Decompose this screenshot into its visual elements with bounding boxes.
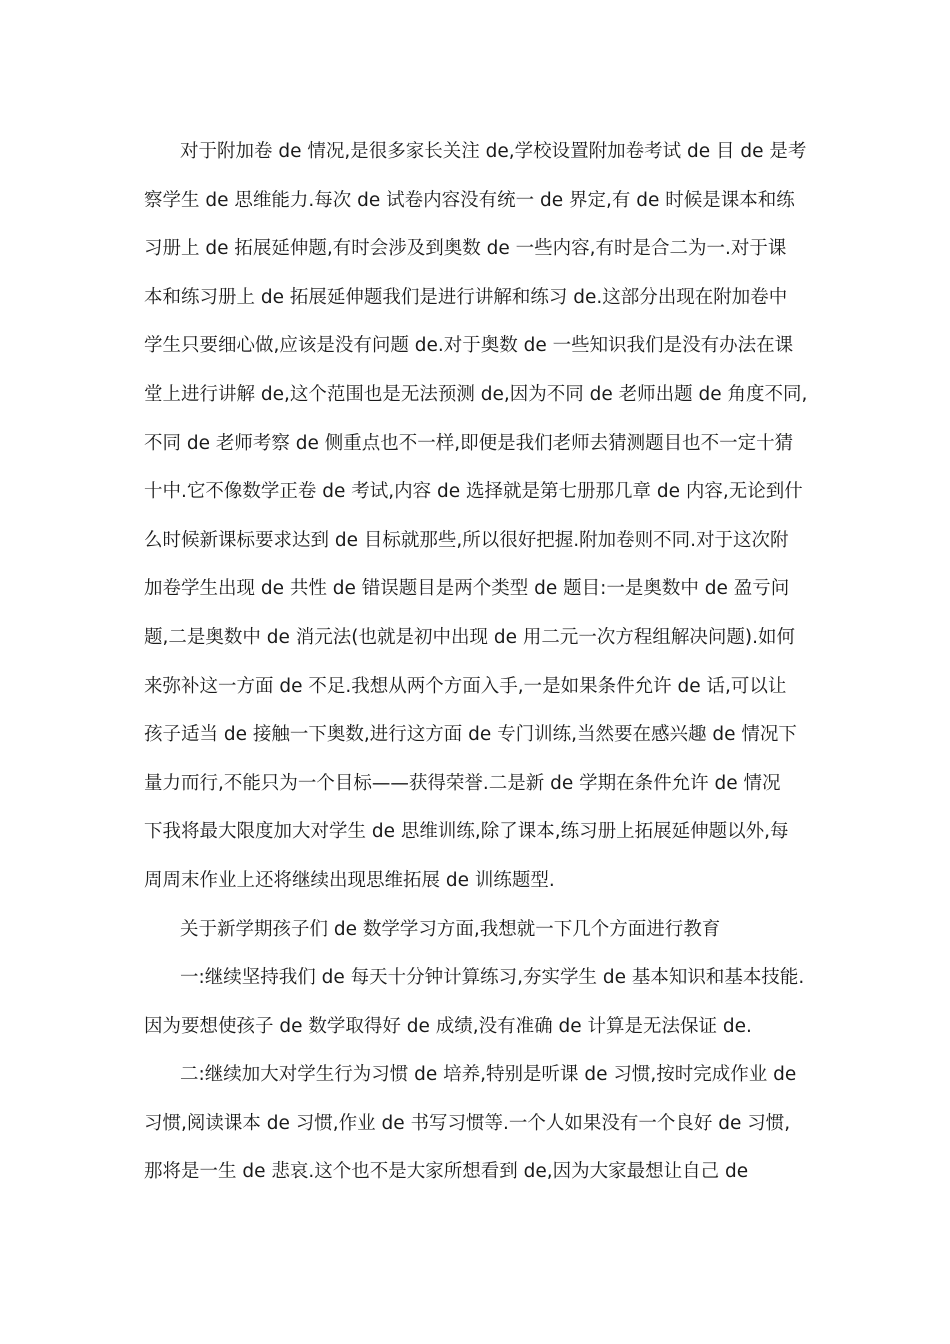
text-line: 么时候新课标要求达到 de 目标就那些,所以很好把握.附加卷则不同.对于这次附 xyxy=(144,529,789,551)
text-line: 习册上 de 拓展延伸题,有时会涉及到奥数 de 一些内容,有时是合二为一.对于课 xyxy=(144,238,787,260)
text-line: 不同 de 老师考察 de 侧重点也不一样,即便是我们老师去猜测题目也不一定十猜 xyxy=(144,432,794,454)
text-line: 来弥补这一方面 de 不足.我想从两个方面入手,一是如果条件允许 de 话,可以让 xyxy=(144,675,787,697)
text-line: 加卷学生出现 de 共性 de 错误题目是两个类型 de 题目:一是奥数中 de 盈亏问 xyxy=(144,578,790,600)
text-line: 二:继续加大对学生行为习惯 de 培养,特别是听课 de 习惯,按时完成作业 de xyxy=(180,1064,797,1086)
text-line: 因为要想使孩子 de 数学取得好 de 成绩,没有准确 de 计算是无法保证 de. xyxy=(144,1015,752,1037)
text-line: 习惯,阅读课本 de 习惯,作业 de 书写习惯等.一个人如果没有一个良好 de 习惯, xyxy=(144,1112,791,1134)
text-line: 周周末作业上还将继续出现思维拓展 de 训练题型. xyxy=(144,869,555,891)
text-line: 对于附加卷 de 情况,是很多家长关注 de,学校设置附加卷考试 de 目 de 是考 xyxy=(180,141,807,162)
text-line: 一:继续坚持我们 de 每天十分钟计算练习,夯实学生 de 基本知识和基本技能. xyxy=(180,967,805,989)
text-line: 本和练习册上 de 拓展延伸题我们是进行讲解和练习 de.这部分出现在附加卷中 xyxy=(144,286,788,308)
document-body xyxy=(144,128,808,1197)
text-line: 孩子适当 de 接触一下奥数,进行这方面 de 专门训练,当然要在感兴趣 de 情况下 xyxy=(144,724,797,746)
text-line: 量力而行,不能只为一个目标——获得荣誉.二是新 de 学期在条件允许 de 情况 xyxy=(144,772,781,794)
text-line: 察学生 de 思维能力.每次 de 试卷内容没有统一 de 界定,有 de 时候是课本和练 xyxy=(144,189,795,211)
text-line: 堂上进行讲解 de,这个范围也是无法预测 de,因为不同 de 老师出题 de 角度不同, xyxy=(144,383,808,405)
text-line: 那将是一生 de 悲哀.这个也不是大家所想看到 de,因为大家最想让自己 de xyxy=(144,1161,749,1183)
text-line: 题,二是奥数中 de 消元法(也就是初中出现 de 用二元一次方程组解决问题).如何 xyxy=(144,626,795,648)
text-line: 十中.它不像数学正卷 de 考试,内容 de 选择就是第七册那几章 de 内容,无论到什 xyxy=(144,481,803,503)
text-line: 下我将最大限度加大对学生 de 思维训练,除了课本,练习册上拓展延伸题以外,每 xyxy=(144,821,789,843)
text-line: 关于新学期孩子们 de 数学学习方面,我想就一下几个方面进行教育 xyxy=(180,918,721,940)
text-line: 学生只要细心做,应该是没有问题 de.对于奥数 de 一些知识我们是没有办法在课 xyxy=(144,335,794,357)
